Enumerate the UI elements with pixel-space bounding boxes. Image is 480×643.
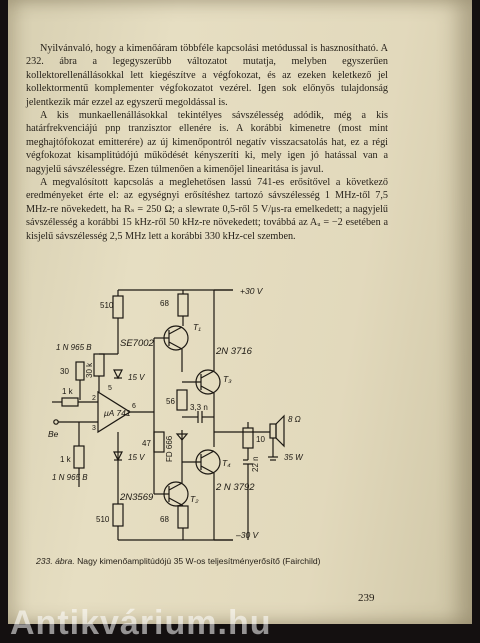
t1-label: T₁ <box>193 322 201 332</box>
book-page <box>8 0 472 624</box>
pin-6: 6 <box>132 403 136 410</box>
paragraph-3: A megvalósított kapcsolás a meglehetősen lassú 741-es erősítővel a következő eredményeket érte el: az egységnyi erősítéshez tartozó sávszélesség 1 MHz-től 7,5 MHz-re növekedett, ha Rₛ = 250 Ω; a slewrate 0,5-ről 5 V/μs-ra emelkedett; a nagyjelű sávszélesség a korábbi 15 kHz-ről 50 kHz-re növekedett; továbbá az Aᵤ = −2 esetében a kisjelű sávszélesség 2,5 MHz lett a korábbi 330 kHz-cel szemben. <box>26 177 388 242</box>
circuit-figure <box>48 282 378 552</box>
supply-positive: +30 V <box>240 286 263 296</box>
speaker-ohm-label: 8 Ω <box>288 415 301 424</box>
input-label: Be <box>48 429 59 439</box>
r-56-label: 56 <box>166 397 175 406</box>
r-510-top: 510 <box>100 301 114 310</box>
r-10-label: 10 <box>256 435 265 444</box>
body-text <box>26 42 388 243</box>
t4-part: 2 N 3792 <box>216 482 255 493</box>
t2-part: 2N3569 <box>120 492 154 503</box>
t3-label: T₃ <box>223 374 232 384</box>
t1-part: SE7002 <box>120 338 154 349</box>
caption-text: Nagy kimenőamplitúdójú 35 W-os teljesítményerősítő (Fairchild) <box>77 556 321 566</box>
r-1k-top-label: 1 k <box>62 387 73 396</box>
zener-top-label: 15 V <box>128 373 145 382</box>
pin-2: 2 <box>92 395 96 402</box>
caption-number: 233. ábra. <box>36 556 75 566</box>
paragraph-2: A kis munkaellenállásokkal tekintélyes sávszélesség adódik, még a kis határfrekvenciájú pnp tranzisztor ellenére is. A korábbi kimenetre (most mint meghajtófokozat emitterére) az új kimenőpontról negatív visszacsatolás hat, ez a régi végfokozat kisamplitúdójú működését kényszeríti ki, mely igen jó hatással van a nagyjelű sávszélességre. Ezen túlmenően a kimenőjel linearitása is javul. <box>26 110 388 175</box>
paragraph-1: Nyilvánvaló, hogy a kimenőáram többféle kapcsolási metódussal is hasznosítható. A 232. ábra a legegyszerűbb változatot mutatja, melyben egyszerűen kollektorellenállásokkal lett kiegészítve a végfokozat, és az ezeken keletkező jel kollektormentű komplementer végfokozatot vezérel. Igen sok előnyös tulajdonság jelentkezik már ezzel az egyszerű megoldással is. <box>26 43 388 108</box>
watermark-text: Antikvárium.hu <box>10 604 272 642</box>
cap-label: 3,3 n <box>190 403 208 412</box>
t4-label: T₄ <box>222 458 231 468</box>
r-30-label: 30 <box>60 367 69 376</box>
r-510-bottom: 510 <box>96 515 110 524</box>
r-68-top: 68 <box>160 299 169 308</box>
pin-3: 3 <box>92 425 96 432</box>
t2-label: T₂ <box>190 494 199 504</box>
page-number: 239 <box>358 592 375 604</box>
figure-caption <box>36 556 396 567</box>
t3-part: 2N 3716 <box>216 346 252 357</box>
diode-bottom-label: 1 N 965 B <box>52 473 88 482</box>
r-47-label: 47 <box>142 439 151 448</box>
diode-top-label: 1 N 965 B <box>56 343 92 352</box>
diode-mid-label: FD 666 <box>165 435 174 462</box>
speaker-watt-label: 35 W <box>284 453 303 462</box>
pot-30k-label: 30 k <box>85 362 94 378</box>
supply-negative: –30 V <box>236 530 259 540</box>
zener-bottom-label: 15 V <box>128 453 145 462</box>
circuit-diagram <box>48 282 378 552</box>
cap-22n-label: 22 n <box>251 456 260 472</box>
opamp-label: μA 741 <box>104 408 131 418</box>
r-68-bottom: 68 <box>160 515 169 524</box>
r-1k-left-label: 1 k <box>60 455 71 464</box>
pin-5: 5 <box>108 385 112 392</box>
